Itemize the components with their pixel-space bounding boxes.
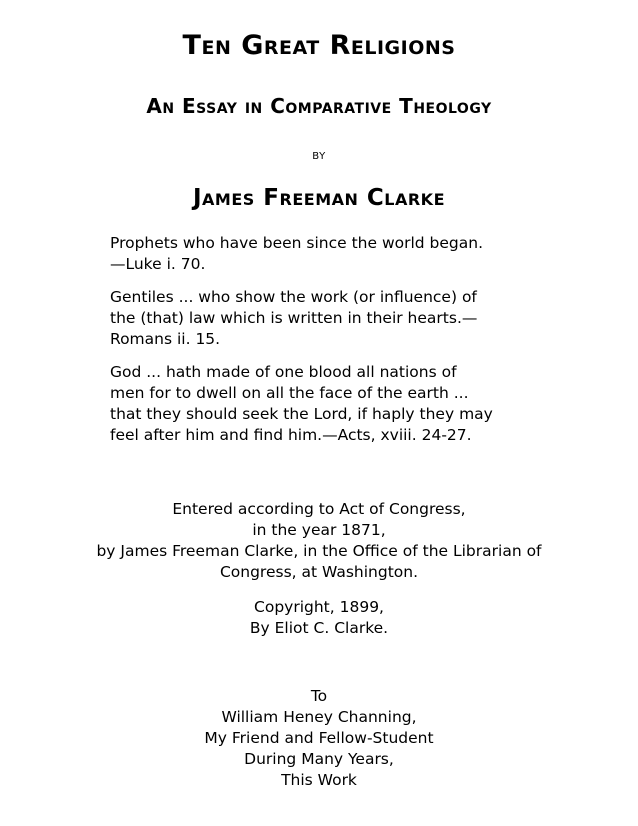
quote-line: God ... hath made of one blood all nations of xyxy=(110,363,457,381)
copyright-line: Copyright, 1899, xyxy=(254,598,384,616)
epigraph-quote xyxy=(110,233,580,275)
dedication-line: During Many Years, xyxy=(244,750,394,768)
notice-line: by James Freeman Clarke, in the Office of the Librarian of xyxy=(96,542,542,560)
copyright-entry-notice xyxy=(0,499,638,583)
copyright-notice xyxy=(0,597,638,639)
quote-line: the (that) law which is written in their hearts.— xyxy=(110,309,478,327)
epigraph-quote xyxy=(110,287,580,350)
epigraph-quotes xyxy=(110,233,580,458)
dedication-line: My Friend and Fellow-Student xyxy=(204,729,434,747)
quote-line: feel after him and find him.—Acts, xviii. 24-27. xyxy=(110,426,472,444)
book-subtitle: An Essay in Comparative Theology xyxy=(146,94,492,118)
dedication-line: This Work xyxy=(281,771,357,789)
dedication-line: William Heney Channing, xyxy=(221,708,417,726)
quote-line: men for to dwell on all the face of the earth ... xyxy=(110,384,469,402)
epigraph-quote xyxy=(110,362,580,446)
notice-line: in the year 1871, xyxy=(252,521,386,539)
notice-line: Congress, at Washington. xyxy=(219,563,419,581)
quote-line: Romans ii. 15. xyxy=(110,330,221,348)
copyright-line: By Eliot C. Clarke. xyxy=(249,619,389,637)
quote-line: Gentiles ... who show the work (or influence) of xyxy=(110,288,477,306)
book-title: Ten Great Religions xyxy=(182,30,456,61)
notice-line: Entered according to Act of Congress, xyxy=(172,500,466,518)
quote-line: —Luke i. 70. xyxy=(110,255,206,273)
author-name: James Freeman Clarke xyxy=(192,185,446,211)
dedication-line: To xyxy=(310,687,328,705)
dedication xyxy=(0,686,638,791)
by-label: BY xyxy=(312,151,326,162)
quote-line: that they should seek the Lord, if haply they may xyxy=(110,405,493,423)
quote-line: Prophets who have been since the world began. xyxy=(110,234,484,252)
